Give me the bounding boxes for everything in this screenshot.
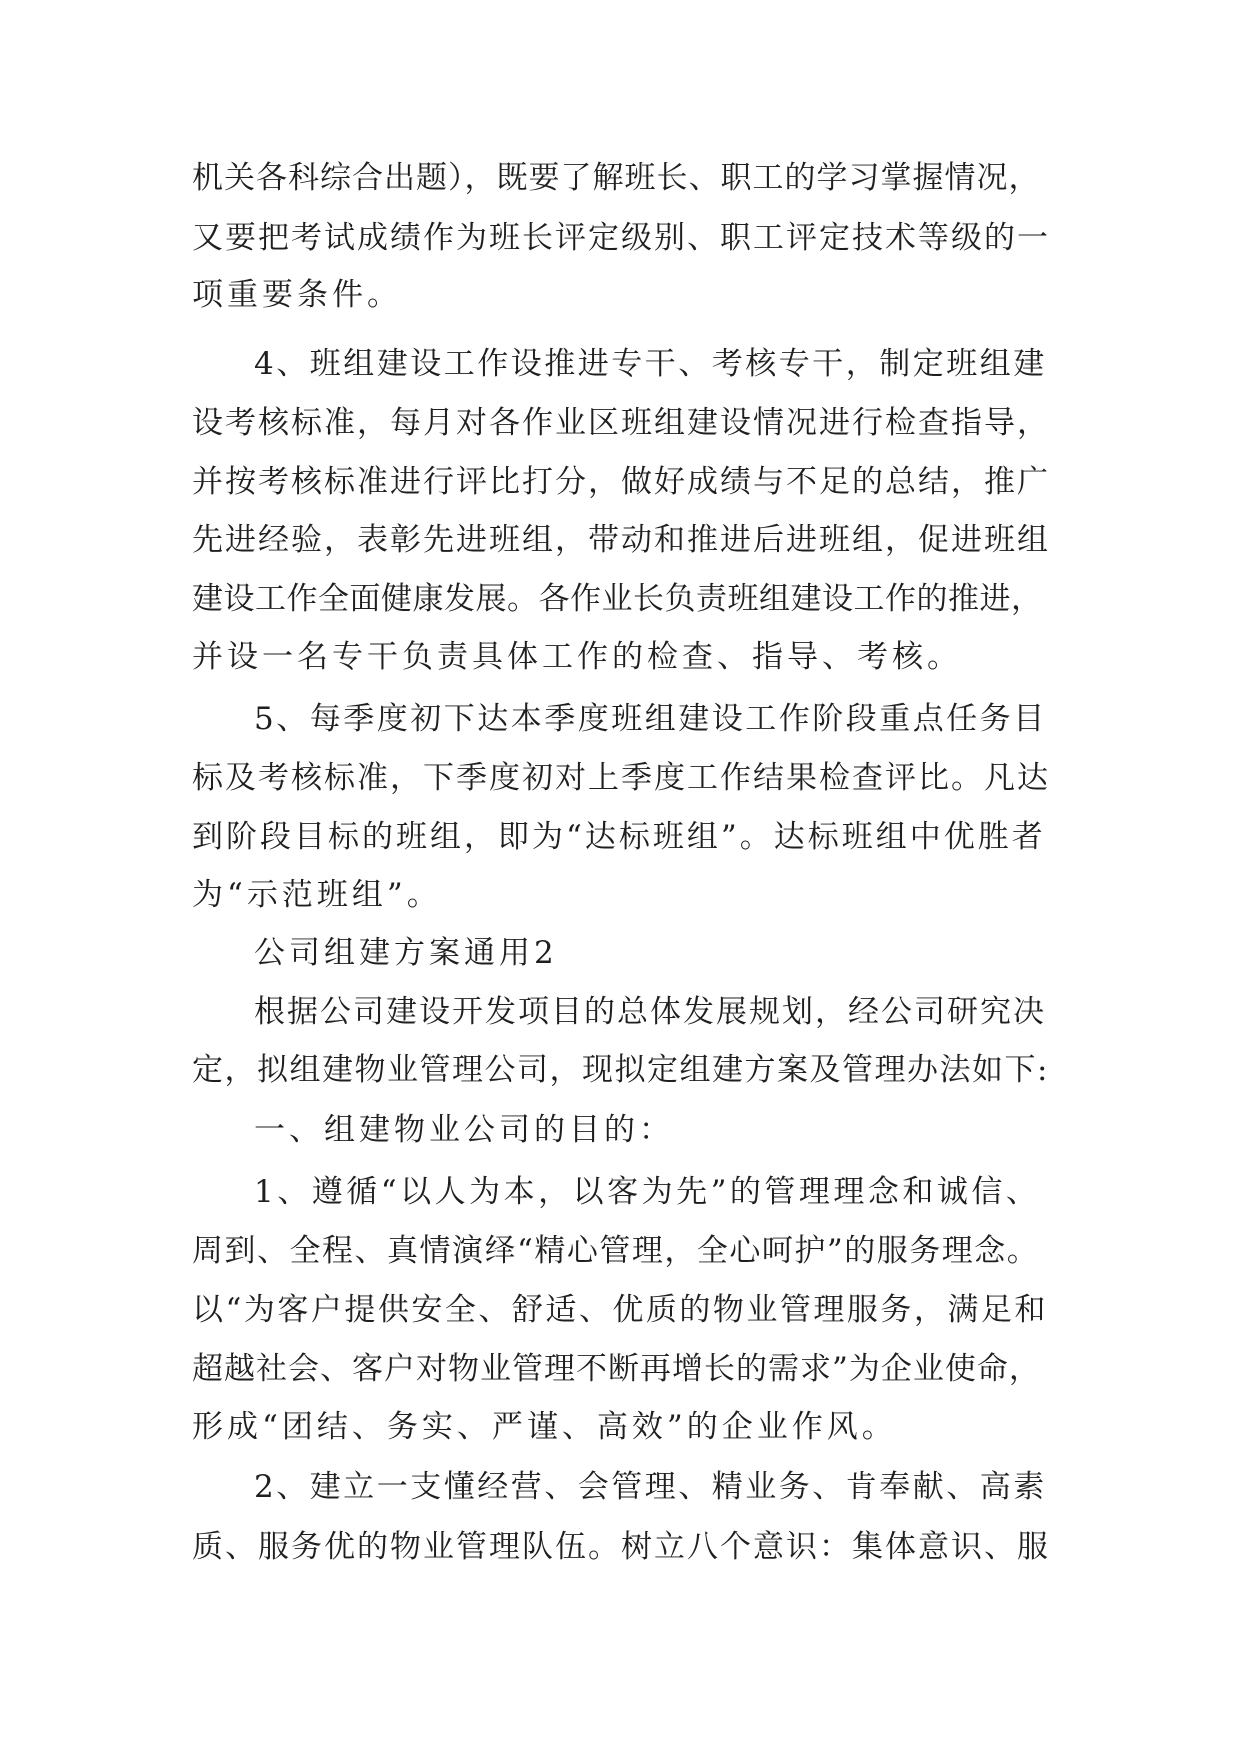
text-line: 又要把考试成绩作为班长评定级别、职工评定技术等级的一	[192, 220, 1050, 256]
text-line: 先进经验，表彰先进班组，带动和推进后进班组，促进班组	[192, 522, 1050, 558]
text-line: 根据公司建设开发项目的总体发展规划，经公司研究决	[254, 994, 1046, 1030]
text-line: 项重要条件。	[192, 277, 402, 313]
text-line: 设考核标准，每月对各作业区班组建设情况进行检查指导，	[192, 405, 1050, 441]
text-line: 建设工作全面健康发展。各作业长负责班组建设工作的推进，	[192, 581, 1043, 617]
text-line: 一、组建物业公司的目的：	[254, 1112, 674, 1148]
text-line: 并设一名专干负责具体工作的检查、指导、考核。	[192, 639, 962, 675]
text-line: 形成“团结、务实、严谨、高效”的企业作风。	[192, 1409, 897, 1445]
text-line: 到阶段目标的班组，即为“达标班组”。达标班组中优胜者	[192, 819, 1046, 855]
section-heading: 公司组建方案通用2	[254, 935, 558, 971]
text-line: 以“为客户提供安全、舒适、优质的物业管理服务，满足和	[192, 1292, 1048, 1328]
text-line: 5、每季度初下达本季度班组建设工作阶段重点任务目	[254, 701, 1047, 737]
text-line: 超越社会、客户对物业管理不断再增长的需求”为企业使命，	[192, 1351, 1041, 1387]
text-line: 2、建立一支懂经营、会管理、精业务、肯奉献、高素	[254, 1469, 1047, 1505]
text-line: 定，拟组建物业管理公司，现拟定组建方案及管理办法如下:	[192, 1052, 1049, 1088]
text-line: 并按考核标准进行评比打分，做好成绩与不足的总结，推广	[192, 464, 1050, 500]
text-line: 1、遵循“以人为本，以客为先”的管理理念和诚信、	[254, 1174, 1041, 1210]
text-line: 标及考核标准，下季度初对上季度工作结果检查评比。凡达	[192, 760, 1050, 796]
text-line: 机关各科综合出题），既要了解班长、职工的学习掌握情况，	[192, 160, 1041, 196]
text-line: 为“示范班组”。	[192, 877, 442, 913]
text-line: 质、服务优的物业管理队伍。树立八个意识：集体意识、服	[192, 1529, 1050, 1565]
text-line: 周到、全程、真情演绎“精心管理，全心呵护”的服务理念。	[192, 1233, 1040, 1269]
text-line: 4、班组建设工作设推进专干、考核专干，制定班组建	[254, 346, 1047, 382]
